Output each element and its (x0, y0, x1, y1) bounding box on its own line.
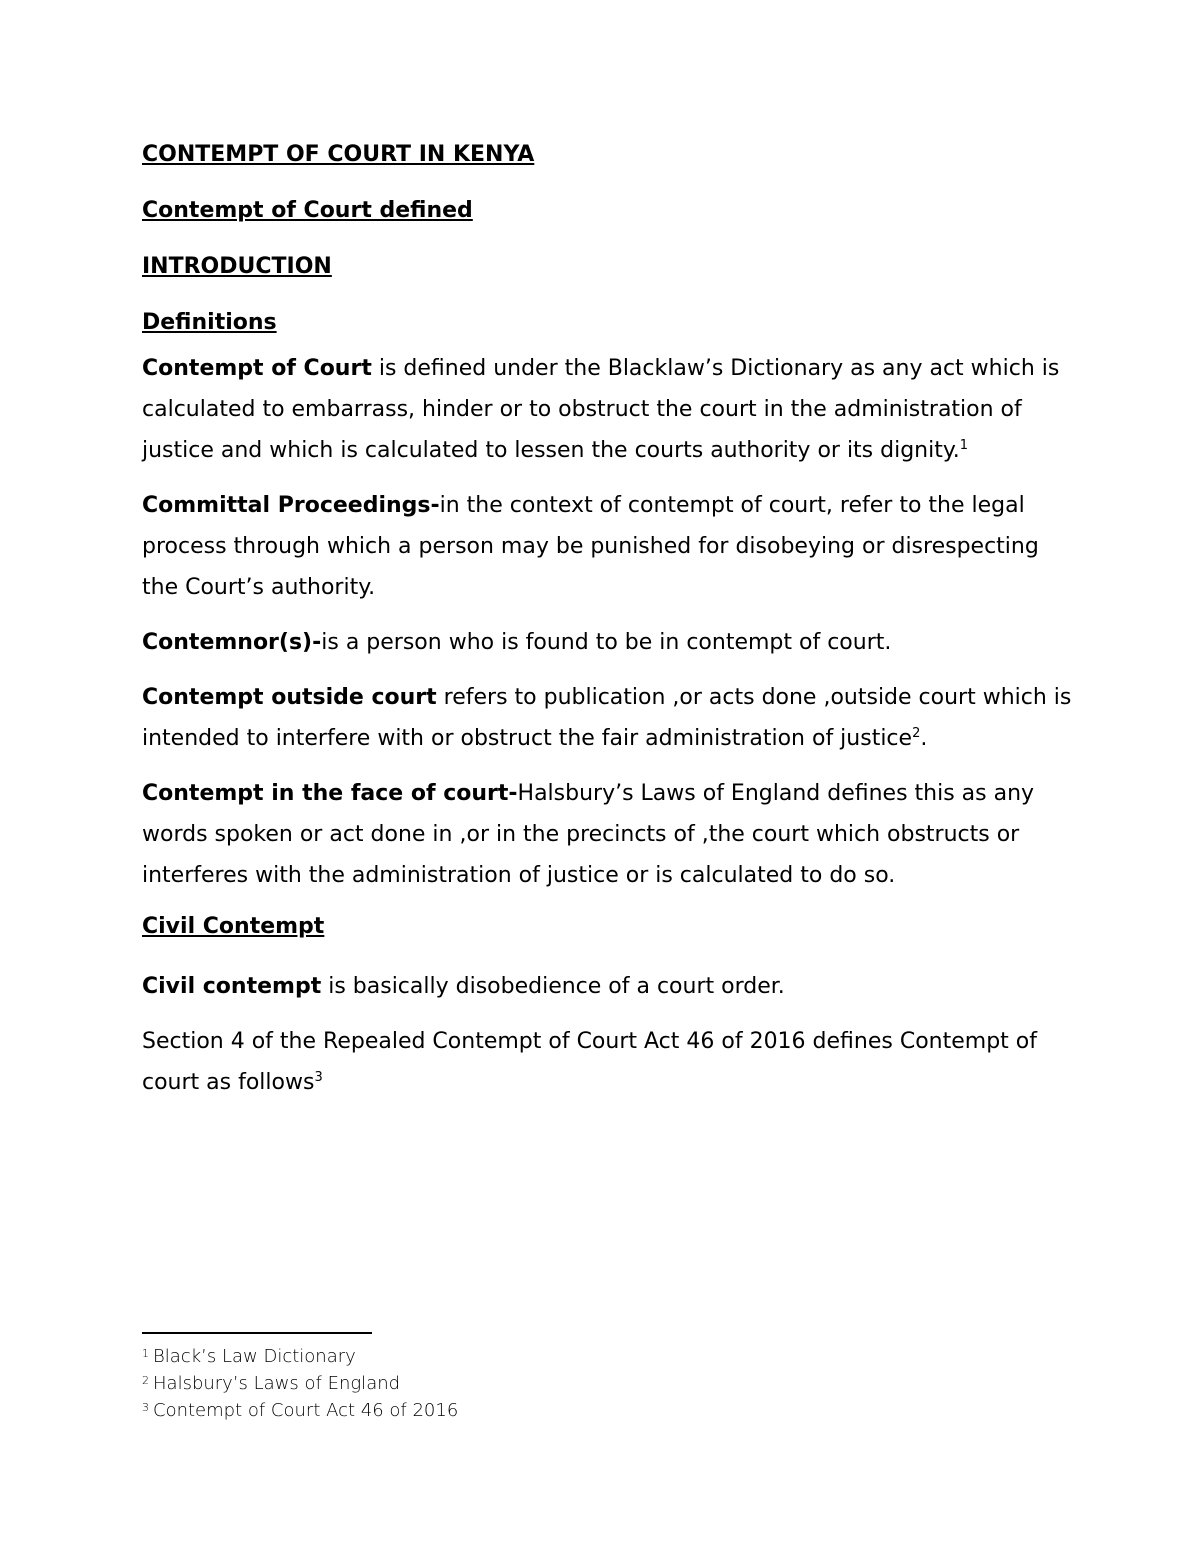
document-body (142, 138, 1072, 1117)
definition-term: Contempt outside court (142, 685, 437, 710)
civil-text: is basically disobedience of a court order. (321, 974, 785, 999)
definition-contempt-face-of-court (142, 773, 1072, 896)
document-title: CONTEMPT OF COURT IN KENYA (142, 142, 535, 167)
footnote-1 (142, 1342, 842, 1369)
footnote-separator (142, 1332, 372, 1334)
footnote-number: 3 (142, 1401, 149, 1414)
civil-contempt-paragraph (142, 966, 1072, 1007)
footnote-2 (142, 1369, 842, 1396)
footnote-number: 2 (142, 1374, 149, 1387)
civil-term: Civil contempt (142, 974, 322, 999)
definition-text-end: . (920, 726, 928, 751)
definition-text: Halsbury’s Laws of England defines this as any words spoken or act done in ,or in the precincts of ,the court which obstructs or interferes with the administration of justice or is calculated to do so. (142, 781, 1035, 888)
section-introduction: INTRODUCTION (142, 254, 332, 279)
definition-term: Contempt of Court (142, 356, 372, 381)
definition-term: Committal Proceedings- (142, 493, 440, 518)
document-subtitle: Contempt of Court defined (142, 198, 473, 223)
section4-text: Section 4 of the Repealed Contempt of Court Act 46 of 2016 defines Contempt of court as follows (142, 1029, 1037, 1095)
section-definitions: Definitions (142, 310, 277, 335)
footnote-ref[interactable]: 2 (912, 726, 921, 741)
footnote-number: 1 (142, 1347, 149, 1360)
footnote-ref[interactable]: 3 (314, 1070, 323, 1085)
definition-term: Contempt in the face of court- (142, 781, 518, 806)
footnote-text: Contempt of Court Act 46 of 2016 (153, 1400, 459, 1421)
definition-text: is a person who is found to be in contempt of court. (321, 630, 892, 655)
definition-committal-proceedings (142, 485, 1072, 608)
definition-text: refers to publication ,or acts done ,outside court which is intended to interfere with or obstruct the fair administration of justice (142, 685, 1072, 751)
definition-term: Contemnor(s)- (142, 630, 322, 655)
section-civil-contempt: Civil Contempt (142, 914, 325, 939)
section4-paragraph (142, 1021, 1072, 1103)
footnote-text: Halsbury’s Laws of England (153, 1373, 401, 1394)
footnotes (142, 1332, 842, 1423)
definition-text: is defined under the Blacklaw’s Dictionary as any act which is calculated to embarrass, hinder or to obstruct the court in the administration of justice and which is calculated to lessen the courts authority or its dignity. (142, 356, 1060, 463)
footnote-3 (142, 1396, 842, 1423)
footnote-ref[interactable]: 1 (959, 438, 969, 453)
definition-contempt-of-court (142, 348, 1072, 471)
definition-contemnor (142, 622, 1072, 663)
definition-contempt-outside-court (142, 677, 1072, 759)
definition-text: in the context of contempt of court, refer to the legal process through which a person may be punished for disobeying or disrespecting the Court’s authority. (142, 493, 1039, 600)
footnote-text: Black’s Law Dictionary (153, 1346, 356, 1367)
